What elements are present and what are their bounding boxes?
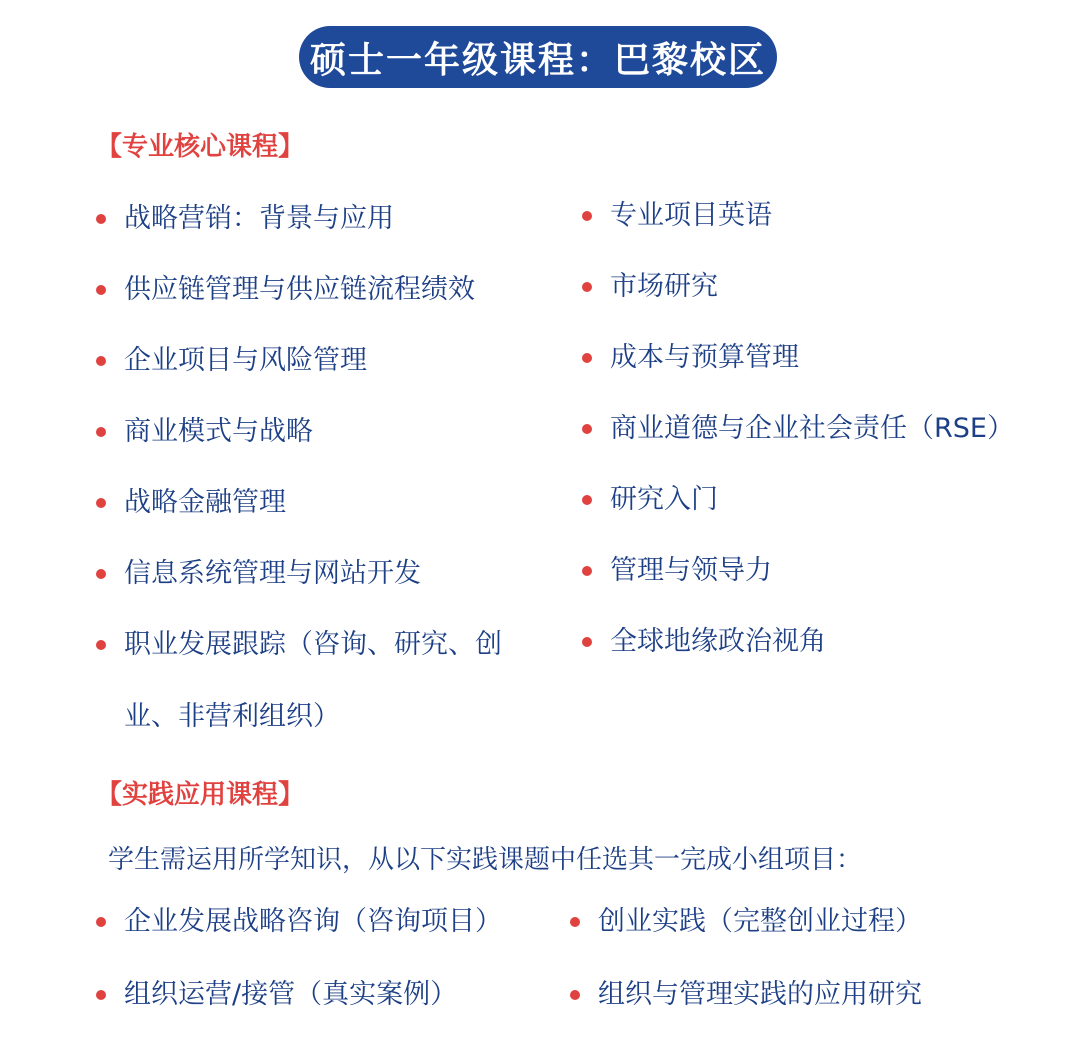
core-right-item-3 [582,322,799,394]
practice-courses-heading: 【实践应用课程】 [96,780,305,810]
course-name: 供应链管理与供应链流程绩效 [124,274,475,305]
practice-right-item-2 [570,959,922,1031]
course-name: 市场研究 [610,271,718,302]
bullet-icon [582,424,592,434]
core-left-item-4 [96,396,313,468]
bullet-icon [582,566,592,576]
practice-right-item-1 [570,886,922,958]
project-name: 创业实践（完整创业过程） [598,906,922,937]
course-name: 战略营销：背景与应用 [124,203,394,234]
bullet-icon [96,640,106,650]
core-left-item-6 [96,538,421,610]
core-courses-heading: 【专业核心课程】 [96,132,305,162]
project-name: 企业发展战略咨询（咨询项目） [124,906,502,937]
practice-intro: 学生需运用所学知识，从以下实践课题中任选其一完成小组项目： [108,845,863,875]
core-right-item-2 [582,251,718,323]
course-name: 企业项目与风险管理 [124,345,367,376]
bullet-icon [582,282,592,292]
core-left-item-5 [96,467,286,539]
bullet-icon [570,917,580,927]
course-name: 全球地缘政治视角 [610,626,826,657]
bullet-icon [96,356,106,366]
core-right-item-6 [582,535,772,607]
core-right-item-1 [582,180,772,252]
bullet-icon [96,214,106,224]
title-banner [299,26,777,88]
course-name: 商业模式与战略 [124,416,313,447]
bullet-icon [582,353,592,363]
bullet-icon [582,637,592,647]
core-left-item-1 [96,183,394,255]
bullet-icon [582,211,592,221]
course-name: 成本与预算管理 [610,342,799,373]
practice-left-item-2 [96,959,457,1031]
bullet-icon [570,990,580,1000]
project-name: 组织与管理实践的应用研究 [598,979,922,1010]
course-name: 职业发展跟踪（咨询、研究、创业、非营利组织） [124,629,502,732]
core-left-item-2 [96,254,475,326]
practice-left-item-1 [96,886,502,958]
course-name: 战略金融管理 [124,487,286,518]
course-name: 专业项目英语 [610,200,772,231]
bullet-icon [96,917,106,927]
bullet-icon [582,495,592,505]
course-name: 信息系统管理与网站开发 [124,558,421,589]
course-name: 商业道德与企业社会责任（RSE） [610,413,1014,444]
bullet-icon [96,285,106,295]
bullet-icon [96,990,106,1000]
core-left-item-3 [96,325,367,397]
page-title: 硕士一年级课程：巴黎校区 [309,39,766,81]
project-name: 组织运营/接管（真实案例） [124,979,458,1010]
bullet-icon [96,569,106,579]
core-right-item-4 [582,393,1014,465]
course-name: 研究入门 [610,484,718,515]
core-right-item-7 [582,606,826,678]
core-left-item-7 [96,609,554,753]
course-name: 管理与领导力 [610,555,772,586]
bullet-icon [96,498,106,508]
core-right-item-5 [582,464,718,536]
bullet-icon [96,427,106,437]
